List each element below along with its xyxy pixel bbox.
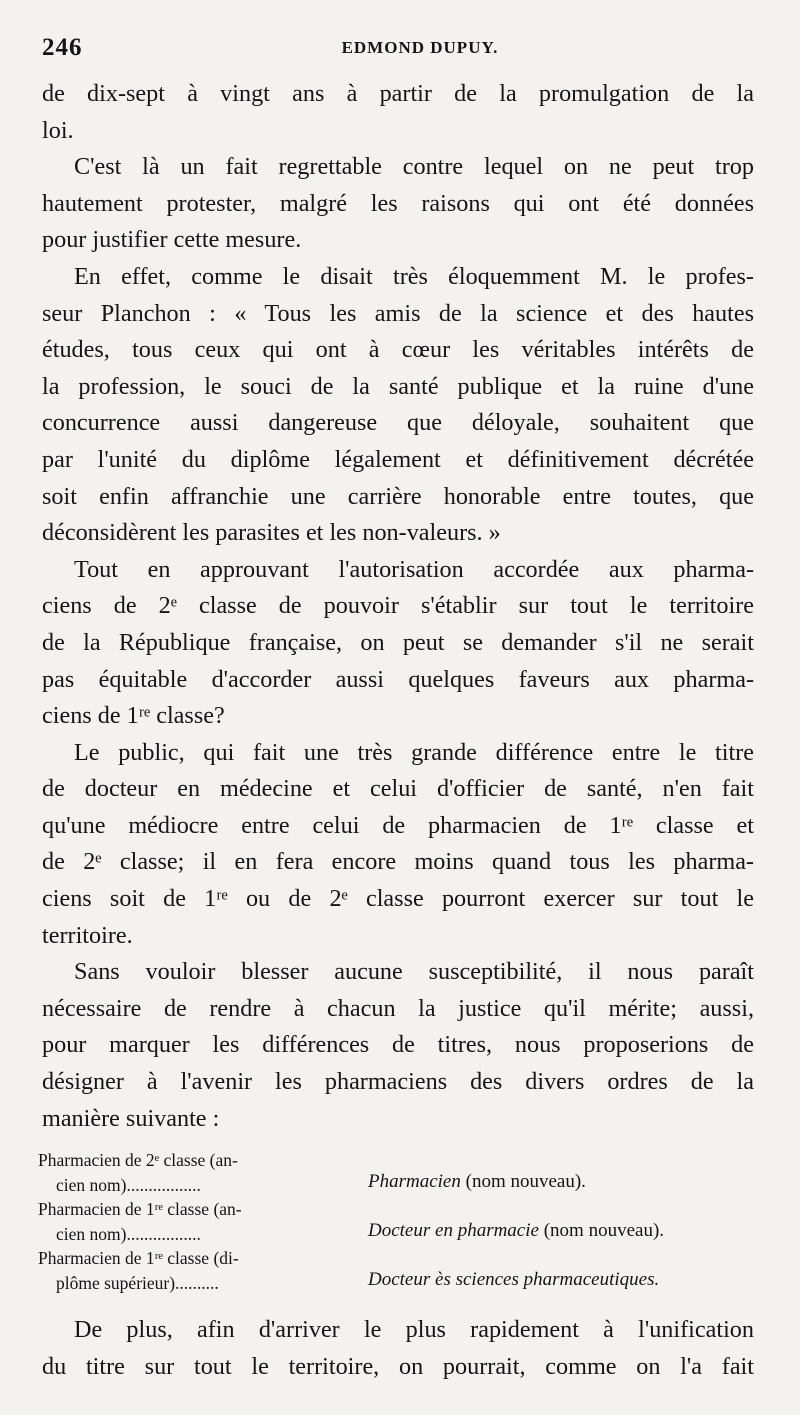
- text-line: hautement protester, malgré les raisons qui ont été données: [42, 189, 754, 217]
- page-header: [42, 34, 758, 64]
- title-row: [38, 1197, 758, 1246]
- text-line: De plus, afin d'arriver le plus rapidement à l'unification: [74, 1316, 754, 1343]
- final-paragraph: [42, 1312, 754, 1385]
- text-line: Sans vouloir blesser aucune susceptibilité, il nous paraît: [74, 958, 754, 986]
- text-line: de 2ᵉ classe; il en fera encore moins quand tous les pharma-: [42, 848, 754, 876]
- new-title-note: (nom nouveau).: [460, 1171, 586, 1192]
- text-line: ciens soit de 1ʳᵉ ou de 2ᵉ classe pourront exercer sur tout le: [42, 885, 754, 913]
- old-title: [38, 1197, 348, 1246]
- old-title-line: Pharmacien de 1ʳᵉ classe (di-: [38, 1248, 239, 1269]
- title-row: [38, 1148, 758, 1197]
- text-line: de dix-sept à vingt ans à partir de la promulgation de la: [42, 80, 754, 107]
- text-line: de la République française, on peut se demander s'il ne serait: [42, 628, 754, 656]
- text-line: loi.: [42, 116, 74, 144]
- text-line: soit enfin affranchie une carrière honorable entre toutes, que: [42, 482, 754, 510]
- new-title: [368, 1219, 664, 1244]
- text-line: Tout en approuvant l'autorisation accordée aux pharma-: [74, 555, 754, 583]
- text-line: désigner à l'avenir les pharmaciens des divers ordres de la: [42, 1068, 754, 1096]
- text-line: ciens de 2ᵉ classe de pouvoir s'établir sur tout le territoire: [42, 592, 754, 620]
- text-line: par l'unité du diplôme légalement et définitivement décrétée: [42, 445, 754, 473]
- new-title: [368, 1268, 659, 1293]
- old-title: [38, 1246, 348, 1295]
- new-title: [368, 1170, 586, 1195]
- old-title-line: Pharmacien de 2ᵉ classe (an-: [38, 1150, 238, 1170]
- text-line: concurrence aussi dangereuse que déloyale, souhaitent que: [42, 409, 754, 437]
- old-title-line: cien nom).................: [56, 1174, 201, 1195]
- running-head: EDMOND DUPUY.: [341, 38, 499, 57]
- new-title-name: Docteur ès sciences pharmaceutiques.: [368, 1269, 660, 1291]
- body-text: [42, 76, 754, 1137]
- title-row: [38, 1246, 758, 1295]
- old-title-line: plôme supérieur)..........: [56, 1272, 219, 1293]
- page-number: 246: [42, 34, 83, 61]
- text-line: nécessaire de rendre à chacun la justice qu'il mérite; aussi,: [42, 994, 754, 1022]
- new-title-note: (nom nouveau).: [538, 1220, 665, 1242]
- text-line: de docteur en médecine et celui d'officier de santé, n'en fait: [42, 775, 754, 803]
- text-line: du titre sur tout le territoire, on pourrait, comme on l'a fait: [42, 1352, 754, 1380]
- new-title-name: Pharmacien: [368, 1171, 461, 1192]
- text-line: manière suivante :: [42, 1104, 220, 1132]
- text-line: territoire.: [42, 921, 133, 949]
- titles-table: [38, 1148, 758, 1296]
- text-line: Le public, qui fait une très grande différence entre le titre: [74, 738, 754, 766]
- text-line: pour marquer les différences de titres, nous proposerions de: [42, 1031, 754, 1059]
- text-line: pour justifier cette mesure.: [42, 226, 302, 254]
- text-line: C'est là un fait regrettable contre lequel on ne peut trop: [74, 153, 754, 181]
- text-line: seur Planchon : « Tous les amis de la science et des hautes: [42, 299, 754, 327]
- old-title-line: Pharmacien de 1ʳᵉ classe (an-: [38, 1199, 242, 1220]
- text-line: études, tous ceux qui ont à cœur les véritables intérêts de: [42, 336, 754, 364]
- text-line: pas équitable d'accorder aussi quelques faveurs aux pharma-: [42, 665, 754, 693]
- new-title-name: Docteur en pharmacie: [368, 1220, 539, 1242]
- old-title-line: cien nom).................: [56, 1223, 201, 1244]
- text-line: En effet, comme le disait très éloquemment M. le profes-: [74, 262, 754, 290]
- text-line: qu'une médiocre entre celui de pharmacien de 1ʳᵉ classe et: [42, 811, 754, 839]
- text-line: ciens de 1ʳᵉ classe?: [42, 702, 225, 730]
- old-title: [38, 1148, 348, 1197]
- text-line: la profession, le souci de la santé publique et la ruine d'une: [42, 372, 754, 400]
- text-line: déconsidèrent les parasites et les non-valeurs. »: [42, 519, 501, 547]
